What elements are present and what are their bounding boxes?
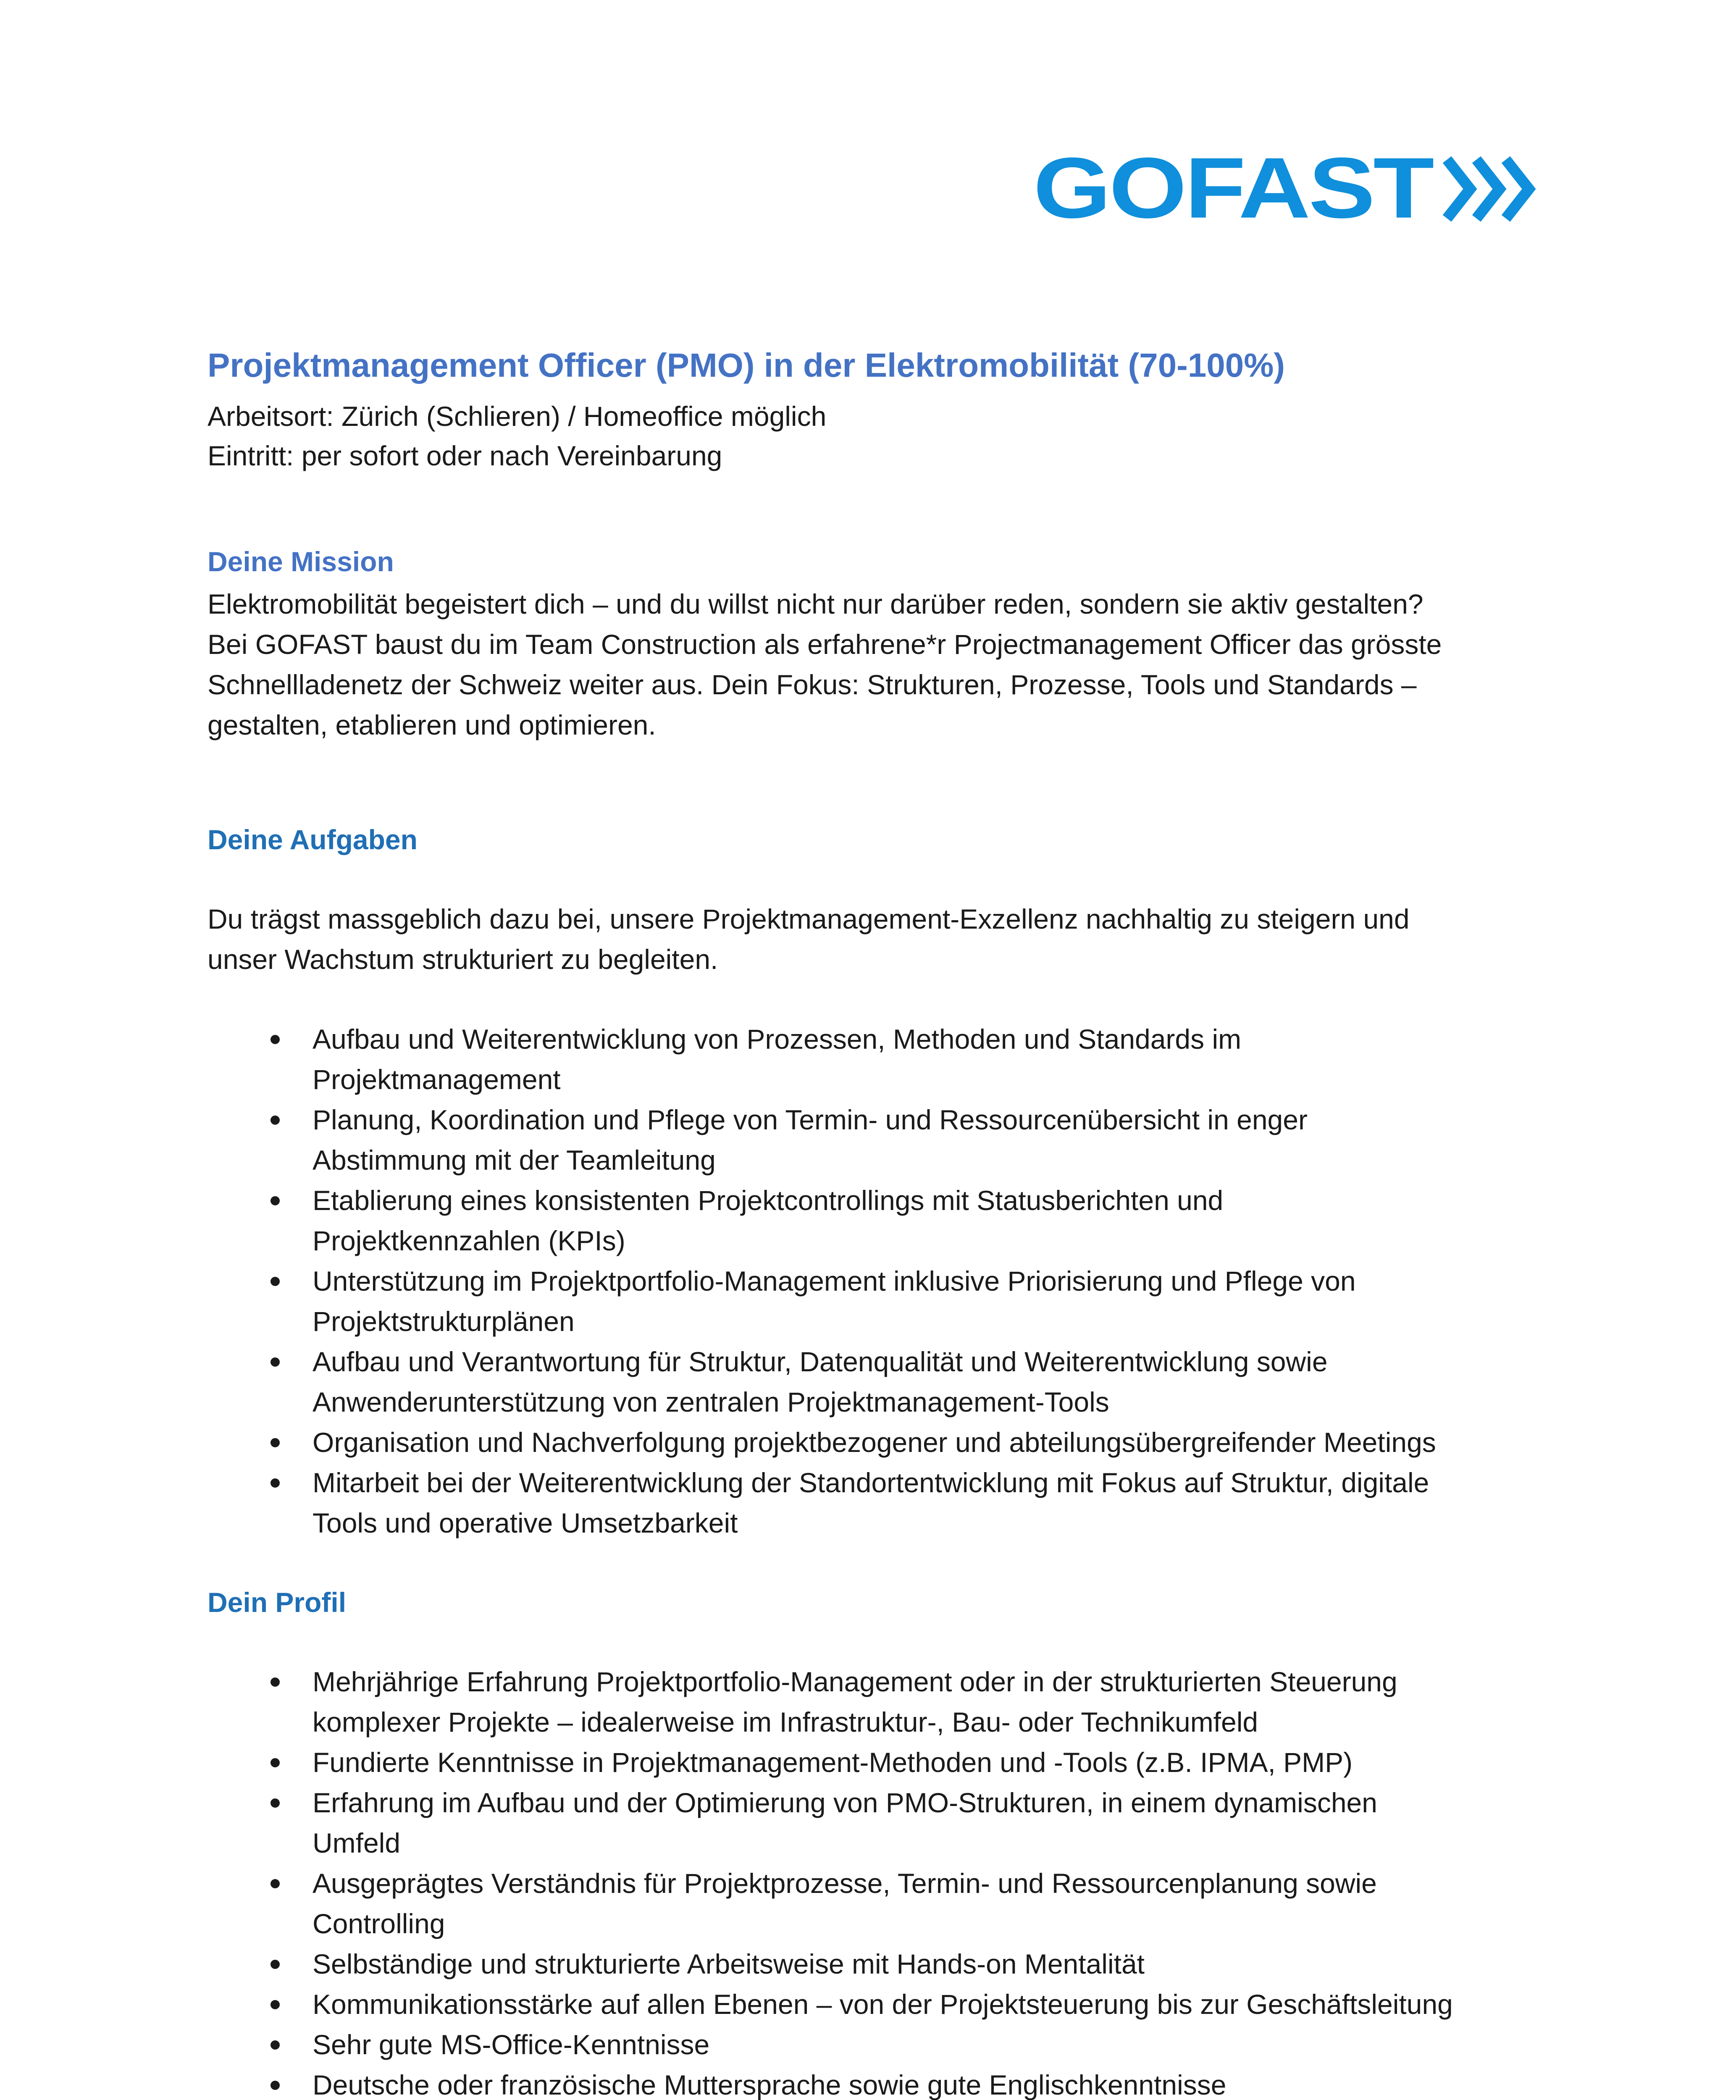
bullet-icon <box>271 1879 280 1888</box>
list-item-text: Kommunikationsstärke auf allen Ebenen – von der Projektsteuerung bis zur Geschäftsleitung <box>313 1989 1453 2020</box>
list-item-text: Mitarbeit bei der Weiterentwicklung der Standortentwicklung mit Fokus auf Struktur, digitale <box>313 1467 1429 1498</box>
list-item <box>207 1984 1564 2024</box>
list-item <box>207 1422 1564 1462</box>
mission-line: gestalten, etablieren und optimieren. <box>207 709 656 740</box>
list-item-text: Organisation und Nachverfolgung projektbezogener und abteilungsübergreifender Meetings <box>313 1427 1436 1458</box>
bullet-icon <box>271 1677 280 1687</box>
list-item-text: Projektmanagement <box>313 1064 561 1095</box>
list-item <box>207 1462 1564 1543</box>
list-item <box>207 1944 1564 1984</box>
bullet-icon <box>271 2040 280 2050</box>
bullet-icon <box>271 1196 280 1205</box>
bullet-icon <box>271 2000 280 2009</box>
bullet-icon <box>271 1758 280 1767</box>
list-item-text: Erfahrung im Aufbau und der Optimierung von PMO-Strukturen, in einem dynamischen <box>313 1787 1377 1818</box>
list-item <box>207 1341 1564 1422</box>
job-title: Projektmanagement Officer (PMO) in der Elektromobilität (70-100%) <box>207 346 1285 384</box>
work-location: Arbeitsort: Zürich (Schlieren) / Homeoffice möglich <box>207 401 827 432</box>
list-item-text: komplexer Projekte – idealerweise im Infrastruktur-, Bau- oder Technikumfeld <box>313 1706 1258 1738</box>
list-item-text: Controlling <box>313 1908 445 1939</box>
bullet-icon <box>271 1478 280 1488</box>
mission-line: Schnellladenetz der Schweiz weiter aus. Dein Fokus: Strukturen, Prozesse, Tools und Standards – <box>207 669 1417 700</box>
mission-heading: Deine Mission <box>207 546 394 577</box>
list-item <box>207 1662 1564 1742</box>
bullet-icon <box>271 1357 280 1367</box>
svg-text:GOFAST: GOFAST <box>1033 147 1434 231</box>
mission-line: Elektromobilität begeistert dich – und du willst nicht nur darüber reden, sondern sie aktiv gestalten? <box>207 588 1423 620</box>
bullet-icon <box>271 2081 280 2090</box>
list-item-text: Aufbau und Verantwortung für Struktur, Datenqualität und Weiterentwicklung sowie <box>313 1346 1328 1377</box>
start-date: Eintritt: per sofort oder nach Vereinbarung <box>207 440 722 471</box>
list-item-text: Unterstützung im Projektportfolio-Management inklusive Priorisierung und Pflege von <box>313 1265 1356 1297</box>
list-item-text: Aufbau und Weiterentwicklung von Prozessen, Methoden und Standards im <box>313 1024 1242 1055</box>
list-item <box>207 2065 1564 2100</box>
list-item-text: Selbständige und strukturierte Arbeitsweise mit Hands-on Mentalität <box>313 1948 1145 1979</box>
list-item <box>207 2024 1564 2065</box>
list-item-text: Deutsche oder französische Muttersprache sowie gute Englischkenntnisse <box>313 2069 1226 2100</box>
bullet-icon <box>271 1438 280 1447</box>
list-item-text: Ausgeprägtes Verständnis für Projektprozesse, Termin- und Ressourcenplanung sowie <box>313 1868 1377 1899</box>
bullet-icon <box>271 1798 280 1808</box>
bullet-icon <box>271 1035 280 1044</box>
list-item <box>207 1782 1564 1863</box>
tasks-intro-line: Du trägst massgeblich dazu bei, unsere Projektmanagement-Exzellenz nachhaltig zu steigern und <box>207 903 1410 934</box>
list-item-text: Planung, Koordination und Pflege von Termin- und Ressourcenübersicht in enger <box>313 1104 1308 1135</box>
list-item-text: Tools und operative Umsetzbarkeit <box>313 1507 738 1538</box>
mission-line: Bei GOFAST baust du im Team Construction als erfahrene*r Projectmanagement Officer das grösste <box>207 629 1442 660</box>
bullet-icon <box>271 1116 280 1125</box>
list-item-text: Etablierung eines konsistenten Projektcontrollings mit Statusberichten und <box>313 1185 1224 1216</box>
list-item-text: Anwenderunterstützung von zentralen Projektmanagement-Tools <box>313 1386 1109 1418</box>
list-item-text: Mehrjährige Erfahrung Projektportfolio-Management oder in der strukturierten Steuerung <box>313 1666 1397 1697</box>
bullet-icon <box>271 1277 280 1286</box>
profile-heading: Dein Profil <box>207 1587 347 1618</box>
list-item-text: Abstimmung mit der Teamleitung <box>313 1144 716 1176</box>
tasks-intro <box>207 899 1560 979</box>
company-logo <box>1033 147 1537 231</box>
list-item-text: Projektkennzahlen (KPIs) <box>313 1225 625 1256</box>
list-item <box>207 1180 1564 1261</box>
profile-list <box>207 1662 1564 2100</box>
gofast-logo-icon <box>1033 147 1537 231</box>
list-item-text: Umfeld <box>313 1827 401 1858</box>
list-item-text: Sehr gute MS-Office-Kenntnisse <box>313 2029 710 2060</box>
list-item <box>207 1261 1564 1341</box>
list-item <box>207 1742 1564 1782</box>
tasks-list <box>207 1019 1564 1543</box>
list-item <box>207 1019 1564 1100</box>
tasks-heading: Deine Aufgaben <box>207 824 418 855</box>
list-item-text: Fundierte Kenntnisse in Projektmanagement-Methoden und -Tools (z.B. IPMA, PMP) <box>313 1747 1353 1778</box>
list-item <box>207 1863 1564 1944</box>
list-item <box>207 1100 1564 1180</box>
mission-paragraph <box>207 584 1560 745</box>
tasks-intro-line: unser Wachstum strukturiert zu begleiten. <box>207 944 718 975</box>
list-item-text: Projektstrukturplänen <box>313 1306 575 1337</box>
bullet-icon <box>271 1960 280 1969</box>
